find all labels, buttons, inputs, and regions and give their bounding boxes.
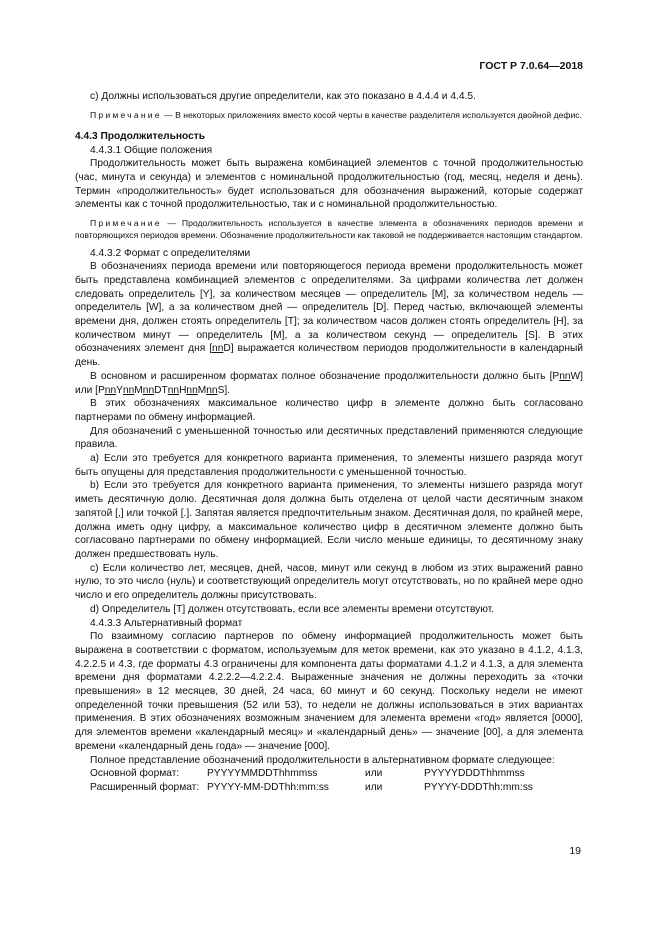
paragraph: Продолжительность может быть выражена комбинацией элементов с точной продолжительностью (час, минута и секунда) и элементов с номинальной продолжительностью (год, месяц, неделя и день). Термин «продолжительность» будет использоваться для обозначения выражений, которые содержат элементы как с точной продолжительностью, так и с номинальной продолжительностью.: [75, 158, 583, 211]
page-number: 19: [569, 845, 581, 857]
note-text: — Продолжительность используется в качестве элемента в обозначениях периодов времени и повторяющихся периодов времени. Обозначение продолжительности как таковой не поддерживается настоящим стандартом.: [75, 218, 583, 241]
subsection-heading-4-4-3-1: 4.4.3.1 Общие положения: [90, 144, 213, 156]
page-body: [75, 90, 583, 795]
note-2: [75, 217, 583, 241]
subsection-heading-4-4-3-2: 4.4.3.2 Формат с определителями: [90, 247, 251, 259]
section-heading-4-4-3: 4.4.3 Продолжительность: [75, 130, 206, 142]
list-item-a: a) Если это требуется для конкретного варианта применения, то элементы низшего разряда могут быть опущены для представления продолжительности с уменьшенной точностью.: [75, 453, 583, 478]
paragraph: В обозначениях периода времени или повторяющегося периода времени продолжительность может быть представлена комбинацией элементов с определителями. За цифрами количества лет должен следовать определитель [Y], за количеством месяцев — определитель [M], за количеством недель — определитель [W], а за количеством дней — определитель [D]. Перед частью, включающей элементы времени дня, должен стоять определитель [T]; за количеством часов должен стоять определитель [H], за количеством минут — определитель [M], а за количеством секунд — определитель [S]. В этих обозначениях элемент дня [nnD] выражается количеством периодов продолжительности в календарный день.: [75, 261, 583, 369]
note-text: — В некоторых приложениях вместо косой черты в качестве разделителя используется двойной дефис.: [161, 109, 582, 120]
format-value: PYYYYDDDThhmmss: [424, 768, 525, 780]
format-label: Расширенный формат:: [90, 781, 200, 793]
format-or: или: [365, 768, 383, 780]
paragraph: Полное представление обозначений продолжительности в альтернативном формате следующее:: [90, 754, 555, 766]
format-or: или: [365, 781, 383, 793]
paragraph-duration-format: В основном и расширенном форматах полное обозначение продолжительности должно быть [PnnW] или [PnnYnnMnnDTnnHnnMnnS].: [75, 370, 583, 396]
format-row-basic: [75, 767, 583, 781]
format-value: PYYYYMMDDThhmmss: [207, 768, 318, 780]
note-label: Примечание: [90, 218, 162, 229]
list-item-c: c) Если количество лет, месяцев, дней, часов, минут или секунд в любом из этих выражений равно нулю, то это число (нуль) и соответствующий определитель могут отсутствовать, но по крайней мере одно число и его определитель должны присутствовать.: [75, 562, 583, 602]
subsection-heading-4-4-3-3: 4.4.3.3 Альтернативный формат: [90, 617, 243, 629]
format-row-extended: [75, 781, 583, 795]
document-header: ГОСТ Р 7.0.64—2018: [479, 60, 583, 72]
paragraph: По взаимному согласию партнеров по обмену информацией продолжительность может быть выражена в соответствии с форматом, используемым для меток времени, как это указано в 4.1.2, 4.1.3, 4.2.2.5 и 4.3, где форматы 4.3 ограничены для компонента даты форматами 4.1.2 и 4.1.3, а для элемента времени дня форматами 4.2.2.2—4.2.2.4. Выраженные значения не должны переходить за «точки превышения» в 12 месяцев, 30 дней, 24 часа, 60 минут и 60 секунд. Поскольку недели не имеют определенной точки превышения (52 или 53), то недели не должны использоваться в этих вариантах применения. В этих обозначениях возможным значением для элемента времени «год» является [0000], для элементов времени «календарный месяц» и «календарный день» — значение [00], а для элемента времени «календарный день года» — значение [000].: [75, 631, 583, 752]
paragraph: Для обозначений с уменьшенной точностью или десятичных представлений применяются следующие правила.: [75, 425, 583, 451]
note-1: [75, 109, 583, 121]
list-item-d: d) Определитель [T] должен отсутствовать, если все элементы времени отсутствуют.: [90, 603, 495, 615]
list-item-b: b) Если это требуется для конкретного варианта применения, то элементы низшего разряда могут иметь десятичную долю. Десятичная доля должна быть отделена от целой части десятичным знаком запятой [,] или точкой [.]. Запятая является предпочтительным знаком. Десятичная доля, по крайней мере, должна иметь одну цифру, а максимальное количество цифр в десятичном элементе должно быть согласовано партнерами по обмену информацией. Если число меньше единицы, то десятичному знаку должен предшествовать нуль.: [75, 480, 583, 560]
format-label: Основной формат:: [90, 768, 180, 780]
format-value: PYYYY-MM-DDThh:mm:ss: [207, 781, 329, 793]
paragraph-item-c: c) Должны использоваться другие определители, как это показано в 4.4.4 и 4.4.5.: [90, 91, 476, 102]
note-label: Примечание: [90, 109, 162, 120]
paragraph: В этих обозначениях максимальное количество цифр в элементе должно быть согласовано партнерами по обмену информацией.: [75, 398, 583, 423]
format-value: PYYYY-DDDThh:mm:ss: [424, 781, 533, 793]
